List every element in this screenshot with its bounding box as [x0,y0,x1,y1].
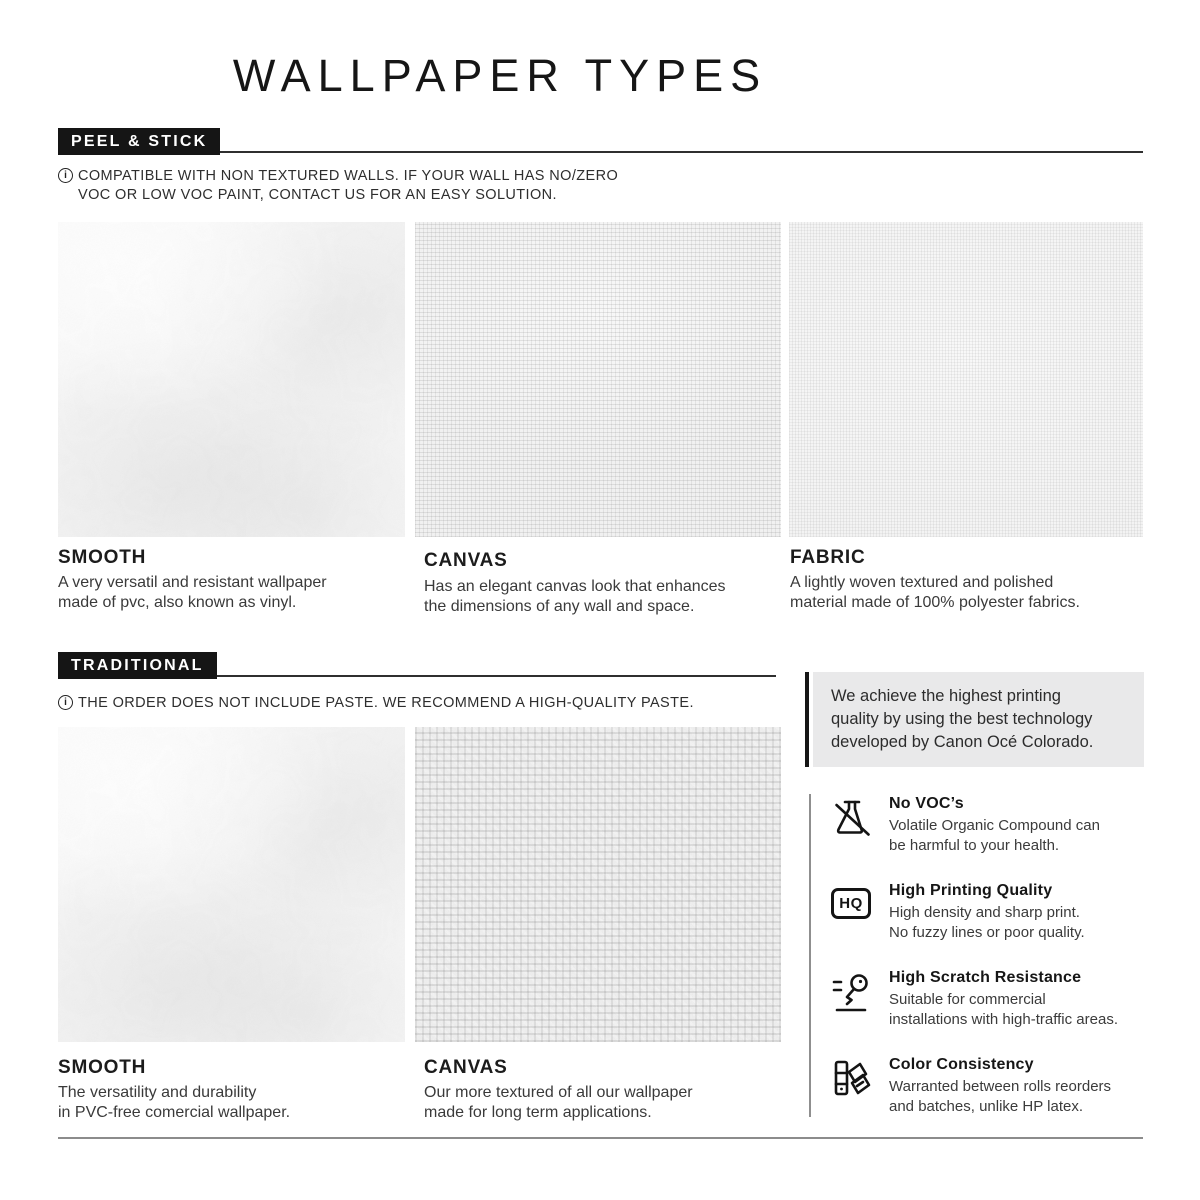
swatch-title: SMOOTH [58,547,147,568]
swatch-title: FABRIC [790,547,866,568]
note-line: COMPATIBLE WITH NON TEXTURED WALLS. IF YOUR WALL HAS NO/ZERO [78,168,619,184]
section-badge-peel-stick: PEEL & STICK [58,128,220,155]
feature-title: High Scratch Resistance [889,969,1082,986]
peel-stick-note-text [78,167,618,205]
caption-canvas-2 [424,1057,508,1079]
desc-line: A very versatil and resistant wallpaper [58,574,327,591]
swatch-title: CANVAS [424,550,508,571]
desc-line: Volatile Organic Compound can [889,817,1100,834]
swatch-canvas-traditional [415,727,781,1042]
quality-quote [813,672,1144,767]
feature-title: High Printing Quality [889,882,1053,899]
desc-line: A lightly woven textured and polished [790,574,1054,591]
hq-icon: HQ [831,888,871,919]
desc-line: and batches, unlike HP latex. [889,1098,1084,1115]
feature-title: No VOC’s [889,795,964,812]
feature-desc [889,990,1149,1030]
desc-line: High density and sharp print. [889,904,1080,921]
desc-line: The versatility and durability [58,1084,257,1101]
caption-smooth-2-desc [58,1083,290,1122]
swatch-title: CANVAS [424,1057,508,1078]
scratch-key-icon [830,970,874,1014]
desc-line: made for long term applications. [424,1103,652,1121]
traditional-note-text [78,694,694,713]
swatch-smooth-traditional [58,727,405,1042]
quote-line: developed by Canon Océ Colorado. [831,733,1094,751]
desc-line: Has an elegant canvas look that enhances [424,578,726,595]
feature-title: Color Consistency [889,1056,1034,1073]
desc-line: installations with high-traffic areas. [889,1011,1118,1028]
caption-smooth-1 [58,547,146,569]
caption-canvas-2-desc [424,1083,693,1122]
swatch-smooth-peel-stick [58,222,405,537]
info-icon: i [58,695,73,710]
quote-accent-bar [805,672,809,767]
feature-desc [889,816,1149,856]
desc-line: be harmful to your health. [889,837,1060,854]
desc-line: made of pvc, also known as vinyl. [58,593,297,611]
section-rule-peel-stick [58,151,1143,153]
page-title: WALLPAPER TYPES [232,50,768,101]
note-line: THE ORDER DOES NOT INCLUDE PASTE. WE RECOMMEND A HIGH-QUALITY PASTE. [78,695,694,711]
desc-line: Suitable for commercial [889,991,1046,1008]
color-swatches-icon [830,1057,874,1101]
feature-desc [889,1077,1149,1117]
info-icon: i [58,168,73,183]
features-divider-line [809,794,811,1117]
desc-line: Warranted between rolls reorders [889,1078,1112,1095]
bottom-rule [58,1137,1143,1139]
caption-smooth-2 [58,1057,146,1079]
desc-line: Our more textured of all our wallpaper [424,1084,693,1101]
traditional-note [58,694,694,713]
caption-canvas-1 [424,550,508,572]
no-voc-icon [830,796,874,840]
caption-fabric-1-desc [790,573,1080,612]
caption-fabric-1 [790,547,866,569]
quote-line: We achieve the highest printing [831,687,1061,705]
quote-line: quality by using the best technology [831,710,1093,728]
swatch-fabric-peel-stick [789,222,1143,537]
desc-line: No fuzzy lines or poor quality. [889,924,1085,941]
peel-stick-note [58,167,618,205]
section-badge-traditional: TRADITIONAL [58,652,217,679]
desc-line: material made of 100% polyester fabrics. [790,593,1080,611]
feature-desc [889,903,1149,943]
desc-line: the dimensions of any wall and space. [424,597,695,615]
caption-canvas-1-desc [424,577,726,616]
note-line: VOC OR LOW VOC PAINT, CONTACT US FOR AN EASY SOLUTION. [78,187,557,203]
desc-line: in PVC-free comercial wallpaper. [58,1103,291,1121]
swatch-title: SMOOTH [58,1057,147,1078]
swatch-canvas-peel-stick [415,222,781,537]
caption-smooth-1-desc [58,573,327,612]
